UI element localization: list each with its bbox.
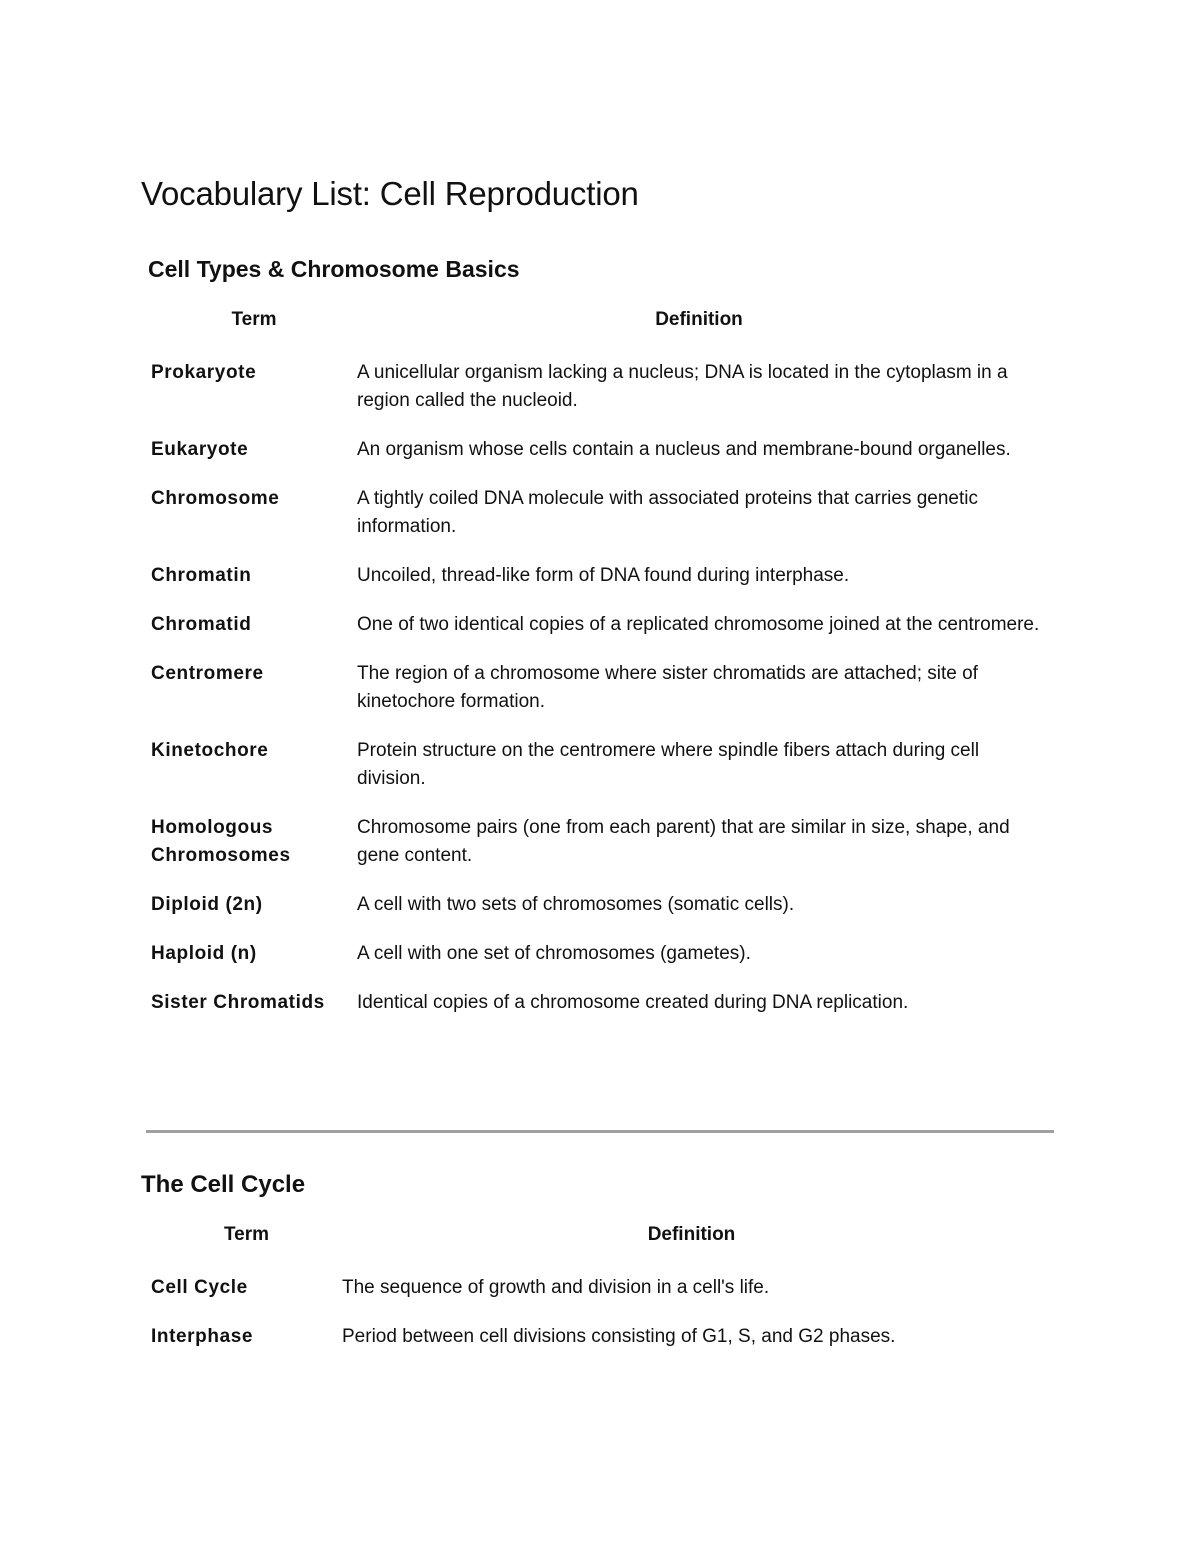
definition-cell: Identical copies of a chromosome created during DNA replication. <box>357 992 909 1013</box>
column-header-definition: Definition <box>647 1224 736 1245</box>
column-header-definition: Definition <box>655 309 743 330</box>
page-title: Vocabulary List: Cell Reproduction <box>141 175 639 212</box>
term-cell: Kinetochore <box>151 740 269 761</box>
table-row <box>151 359 1041 436</box>
table-row <box>151 562 1041 611</box>
term-cell: Homologous Chromosomes <box>151 817 291 866</box>
table-row <box>151 660 1041 737</box>
term-cell: Eukaryote <box>151 439 249 460</box>
table-row <box>151 485 1041 562</box>
term-cell: Centromere <box>151 663 264 684</box>
definition-cell: The sequence of growth and division in a cell's life. <box>342 1277 770 1298</box>
table-row <box>151 814 1041 891</box>
table-row <box>151 891 1041 940</box>
definition-cell: One of two identical copies of a replicated chromosome joined at the centromere. <box>357 614 1040 635</box>
definition-cell: Protein structure on the centromere where spindle fibers attach during cell division. <box>357 740 980 789</box>
term-cell: Chromatin <box>151 565 252 586</box>
definition-cell: Period between cell divisions consisting of G1, S, and G2 phases. <box>342 1326 896 1347</box>
column-header-term: Term <box>231 309 277 330</box>
table-row <box>151 989 1041 1038</box>
vocab-table-cell-types <box>151 309 1041 1038</box>
definition-cell: A cell with one set of chromosomes (gametes). <box>357 943 751 964</box>
term-cell: Diploid (2n) <box>151 894 263 915</box>
term-cell: Prokaryote <box>151 362 257 383</box>
table-header-row <box>151 309 1041 359</box>
table-row <box>151 940 1041 989</box>
definition-cell: The region of a chromosome where sister chromatids are attached; site of kinetochore formation. <box>357 663 978 712</box>
table-row <box>151 436 1041 485</box>
term-cell: Sister Chromatids <box>151 992 325 1013</box>
definition-cell: An organism whose cells contain a nucleus and membrane-bound organelles. <box>357 439 1011 460</box>
section-heading-cell-cycle: The Cell Cycle <box>141 1171 306 1198</box>
definition-cell: A tightly coiled DNA molecule with associated proteins that carries genetic information. <box>357 488 978 537</box>
table-row <box>151 737 1041 814</box>
term-cell: Haploid (n) <box>151 943 257 964</box>
table-row <box>151 611 1041 660</box>
table-header-row <box>151 1224 1041 1274</box>
definition-cell: A unicellular organism lacking a nucleus; DNA is located in the cytoplasm in a region called the nucleoid. <box>357 362 1008 411</box>
table-row <box>151 1323 1041 1372</box>
definition-cell: Uncoiled, thread-like form of DNA found during interphase. <box>357 565 850 586</box>
vocab-table-cell-cycle <box>151 1224 1041 1372</box>
table-row <box>151 1274 1041 1323</box>
term-cell: Interphase <box>151 1326 254 1347</box>
term-cell: Chromosome <box>151 488 280 509</box>
definition-cell: A cell with two sets of chromosomes (somatic cells). <box>357 894 795 915</box>
term-cell: Cell Cycle <box>151 1277 248 1298</box>
definition-cell: Chromosome pairs (one from each parent) that are similar in size, shape, and gene content. <box>357 817 1010 866</box>
column-header-term: Term <box>223 1224 270 1245</box>
term-cell: Chromatid <box>151 614 252 635</box>
section-divider <box>146 1130 1054 1133</box>
section-heading-cell-types: Cell Types & Chromosome Basics <box>148 256 520 282</box>
